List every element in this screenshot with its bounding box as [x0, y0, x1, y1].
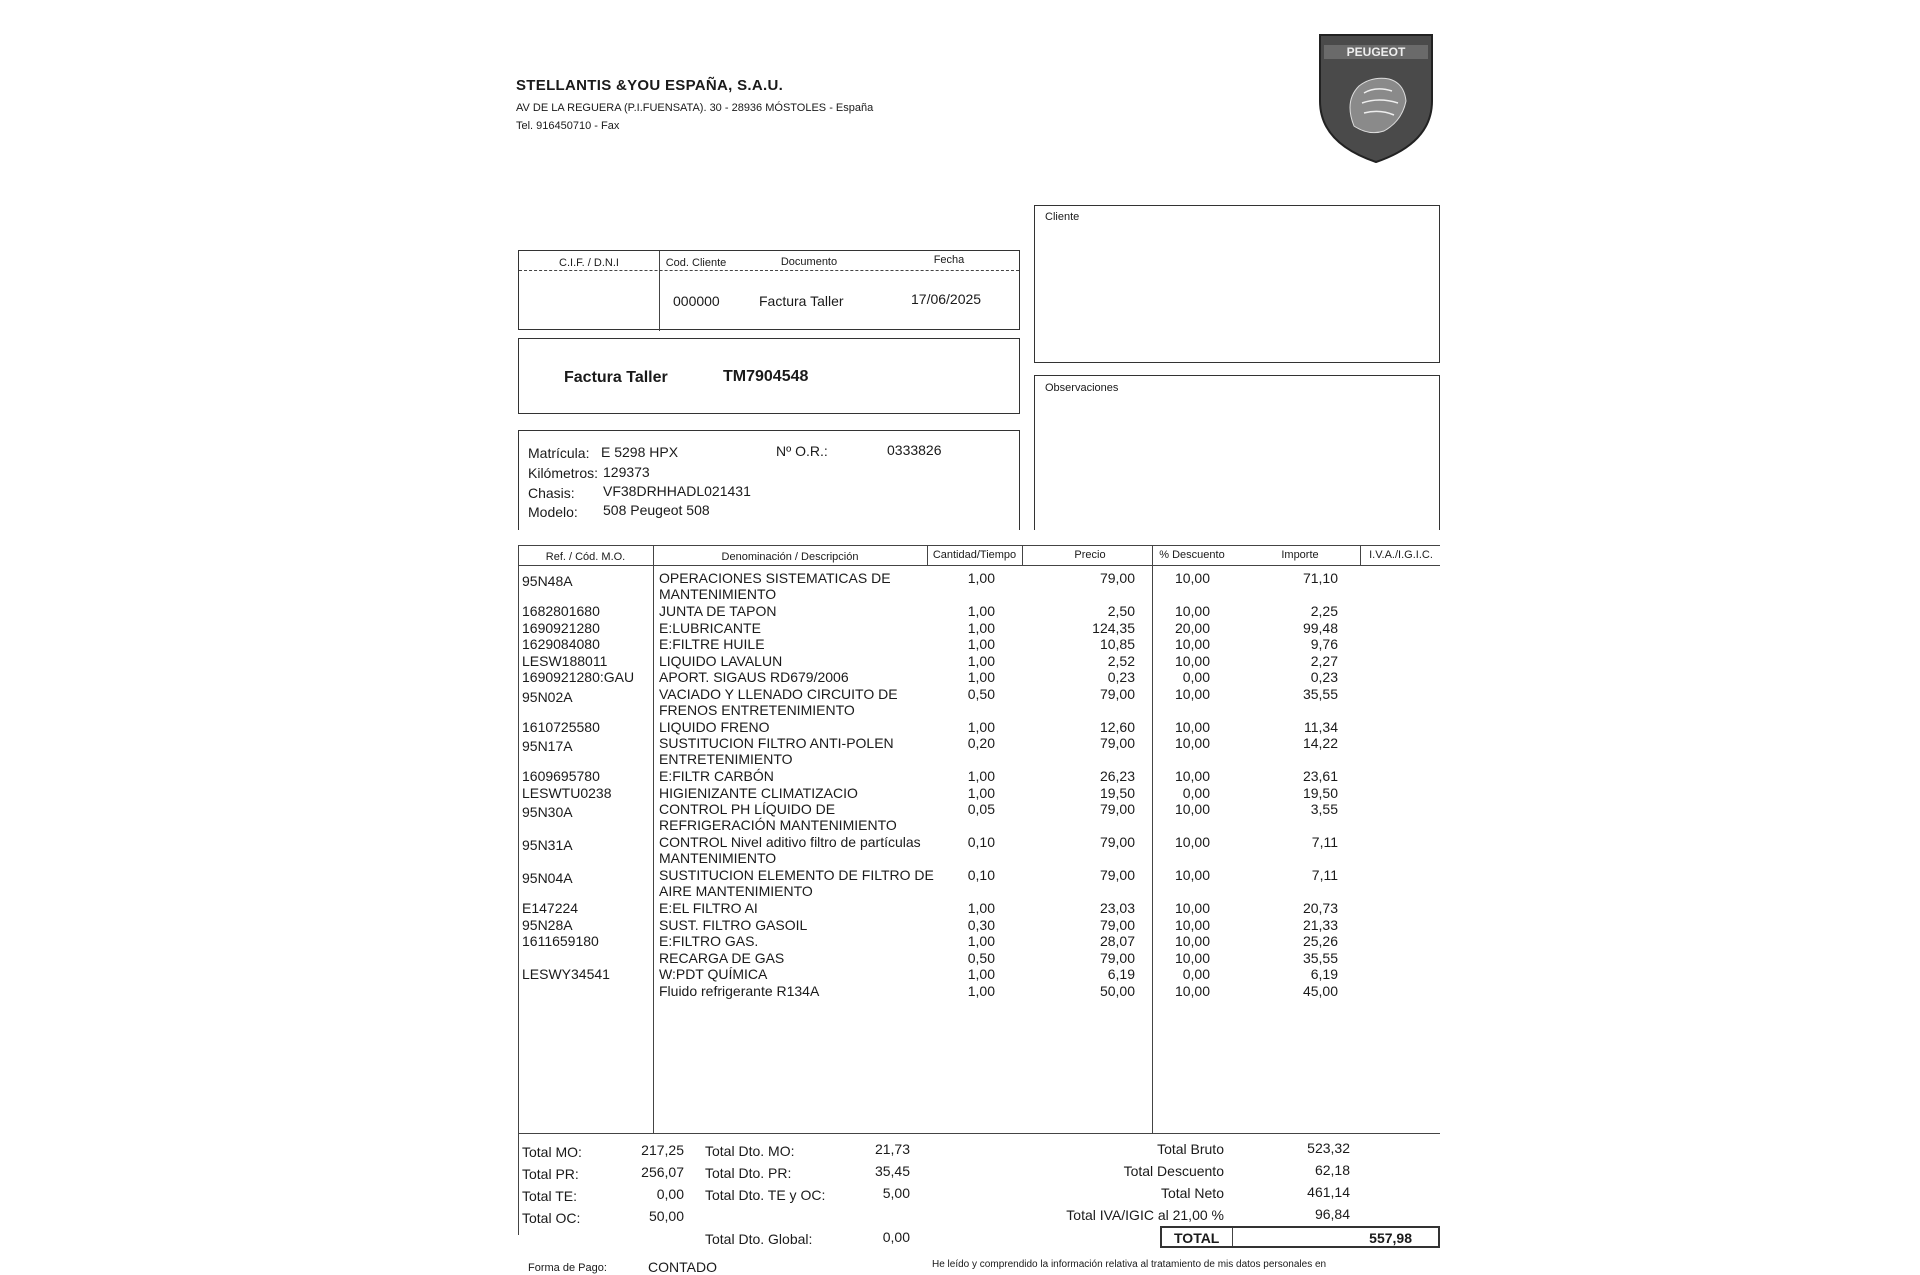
modelo-label: Modelo:	[528, 504, 578, 520]
cell-ref: LESWY34541	[522, 966, 610, 982]
grand-total-value: 557,98	[1369, 1230, 1412, 1246]
legal-notice: He leído y comprendido la información relativa al tratamiento de mis datos personales en	[932, 1259, 1327, 1270]
cell-desc: HIGIENIZANTE CLIMATIZACIO	[659, 784, 858, 801]
cell-desc: E:LUBRICANTE	[659, 619, 761, 636]
cell-disc: 10,00	[1174, 570, 1210, 586]
cell-amount: 2,25	[1310, 603, 1338, 619]
cell-qty: 1,00	[967, 933, 995, 949]
cell-price: 26,23	[1099, 768, 1135, 784]
header-table	[518, 250, 1020, 330]
vehicle-box	[518, 430, 1020, 530]
total-iva-value: 96,84	[1314, 1206, 1350, 1222]
cell-ref: 1609695780	[522, 768, 600, 784]
observaciones-label: Observaciones	[1045, 382, 1119, 394]
col-desc: Denominación / Descripción	[721, 551, 859, 563]
or-value: 0333826	[887, 442, 942, 458]
total-mo-label: Total MO:	[522, 1144, 582, 1160]
total-bruto-value: 523,32	[1307, 1140, 1350, 1156]
cell-desc: LIQUIDO FRENO	[659, 718, 770, 735]
cell-ref: 95N02A	[522, 688, 573, 705]
cell-ref: 1690921280:GAU	[522, 669, 635, 685]
peugeot-logo	[1314, 31, 1438, 166]
cell-disc: 10,00	[1174, 801, 1210, 817]
total-dto-te-value: 5,00	[882, 1185, 910, 1201]
cell-price: 6,19	[1107, 966, 1135, 982]
cell-price: 79,00	[1099, 867, 1135, 883]
col-price: Precio	[1074, 549, 1106, 561]
total-pr-value: 256,07	[641, 1164, 684, 1180]
forma-pago-value: CONTADO	[648, 1259, 717, 1275]
cell-disc: 10,00	[1174, 603, 1210, 619]
cell-qty: 1,00	[967, 636, 995, 652]
cell-qty: 0,10	[967, 867, 995, 883]
cell-price: 2,52	[1107, 652, 1135, 669]
cell-disc: 10,00	[1174, 636, 1210, 652]
cell-desc: E:FILTR CARBÓN	[659, 768, 774, 784]
cell-desc: SUST. FILTRO GASOIL	[659, 916, 808, 933]
cell-price: 19,50	[1099, 784, 1135, 801]
total-dto-mo-value: 21,73	[874, 1141, 910, 1157]
chasis-value: VF38DRHHADL021431	[603, 483, 751, 499]
cell-desc: APORT. SIGAUS RD679/2006	[659, 669, 849, 685]
cell-price: 12,60	[1099, 718, 1135, 735]
cell-disc: 10,00	[1174, 735, 1210, 751]
modelo-value: 508 Peugeot 508	[603, 502, 710, 518]
matricula-value: E 5298 HPX	[601, 444, 679, 460]
cell-disc: 20,00	[1174, 619, 1210, 636]
total-descuento-label: Total Descuento	[1123, 1163, 1224, 1179]
cell-disc: 10,00	[1174, 933, 1210, 949]
cell-ref: 1682801680	[522, 603, 600, 619]
forma-pago-label: Forma de Pago:	[528, 1262, 607, 1274]
cell-amount: 25,26	[1302, 933, 1338, 949]
cell-desc: Fluido refrigerante R134A	[659, 982, 820, 999]
total-dto-global-value: 0,00	[882, 1229, 910, 1245]
cell-disc: 0,00	[1182, 669, 1210, 685]
cell-ref: LESWTU0238	[522, 784, 612, 801]
cell-amount: 45,00	[1302, 982, 1338, 999]
cell-ref: 95N31A	[522, 837, 573, 853]
cell-price: 124,35	[1092, 619, 1135, 636]
cell-amount: 35,55	[1302, 949, 1338, 966]
cell-price: 79,00	[1099, 916, 1135, 933]
cell-ref: 95N04A	[522, 870, 573, 886]
cell-amount: 20,73	[1302, 900, 1338, 916]
cell-disc: 10,00	[1174, 916, 1210, 933]
cell-qty: 1,00	[967, 603, 995, 619]
cell-price: 79,00	[1099, 801, 1135, 817]
cell-qty: 1,00	[967, 784, 995, 801]
cell-ref: 1610725580	[522, 718, 600, 735]
cell-amount: 23,61	[1302, 768, 1338, 784]
cell-ref: E147224	[522, 900, 579, 916]
cell-desc: W:PDT QUÍMICA	[659, 966, 768, 982]
cell-qty: 1,00	[967, 768, 995, 784]
total-neto-label: Total Neto	[1160, 1185, 1224, 1201]
cell-desc: OPERACIONES SISTEMATICAS DE MANTENIMIENTO	[659, 570, 891, 602]
cell-qty: 1,00	[967, 982, 995, 999]
col-qty: Cantidad/Tiempo	[932, 549, 1017, 561]
total-dto-pr-value: 35,45	[874, 1163, 910, 1179]
cell-qty: 0,30	[967, 916, 995, 933]
cell-qty: 0,20	[967, 735, 995, 751]
cell-disc: 10,00	[1174, 900, 1210, 916]
cell-qty: 0,10	[967, 834, 995, 850]
cell-qty: 1,00	[967, 619, 995, 636]
cell-amount: 35,55	[1302, 685, 1338, 702]
invoice-title-box	[518, 338, 1020, 414]
cell-qty: 1,00	[967, 652, 995, 669]
total-descuento-value: 62,18	[1314, 1162, 1350, 1178]
cell-qty: 1,00	[967, 966, 995, 982]
cell-amount: 9,76	[1310, 636, 1338, 652]
company-phone: Tel. 916450710 - Fax	[516, 120, 620, 132]
cell-price: 79,00	[1099, 834, 1135, 850]
cell-qty: 1,00	[967, 669, 995, 685]
fecha-label: Fecha	[933, 254, 965, 266]
total-pr-label: Total PR:	[522, 1166, 579, 1182]
cell-desc: E:FILTRE HUILE	[659, 636, 765, 652]
total-te-value: 0,00	[656, 1186, 684, 1202]
cell-amount: 7,11	[1311, 867, 1338, 883]
cell-amount: 6,19	[1310, 966, 1338, 982]
cell-ref: 1611659180	[522, 933, 599, 949]
cell-desc: RECARGA DE GAS	[659, 949, 785, 966]
cell-desc: SUSTITUCION FILTRO ANTI-POLEN ENTRETENIMIENTO	[659, 735, 894, 767]
cell-price: 0,23	[1107, 669, 1135, 685]
cell-qty: 0,50	[967, 685, 995, 702]
matricula-label: Matrícula:	[528, 445, 590, 461]
observaciones-box	[1034, 375, 1440, 530]
chasis-label: Chasis:	[528, 485, 575, 501]
or-label: Nº O.R.:	[776, 443, 828, 459]
cell-price: 79,00	[1099, 949, 1135, 966]
cell-desc: CONTROL Nivel aditivo filtro de partículas MANTENIMIENTO	[659, 834, 921, 866]
cell-price: 2,50	[1107, 603, 1135, 619]
cell-ref: 1690921280	[522, 619, 600, 636]
total-oc-value: 50,00	[648, 1208, 684, 1224]
cell-desc: LIQUIDO LAVALUN	[659, 652, 783, 669]
documento-value: Factura Taller	[759, 293, 844, 309]
invoice-type: Factura Taller	[564, 369, 668, 386]
cell-desc: E:EL FILTRO AI	[659, 900, 758, 916]
total-dto-mo-label: Total Dto. MO:	[705, 1143, 795, 1159]
cell-amount: 2,27	[1310, 652, 1338, 669]
cell-disc: 10,00	[1174, 718, 1210, 735]
cell-disc: 10,00	[1174, 867, 1210, 883]
cell-price: 79,00	[1099, 570, 1135, 586]
cell-ref: 95N28A	[522, 916, 573, 933]
cell-amount: 11,34	[1304, 718, 1338, 735]
grand-total-box	[1160, 1226, 1440, 1248]
cell-price: 50,00	[1099, 982, 1135, 999]
cell-price: 28,07	[1099, 933, 1135, 949]
grand-total-label: TOTAL	[1174, 1230, 1220, 1246]
cell-ref: LESW188011	[522, 652, 608, 669]
total-neto-value: 461,14	[1307, 1184, 1350, 1200]
cell-price: 10,85	[1099, 636, 1135, 652]
col-iva: I.V.A./I.G.I.C.	[1369, 549, 1433, 561]
total-dto-pr-label: Total Dto. PR:	[705, 1165, 792, 1181]
cell-amount: 21,33	[1302, 916, 1338, 933]
fecha-value: 17/06/2025	[911, 291, 982, 307]
cell-desc: VACIADO Y LLENADO CIRCUITO DE FRENOS ENTRETENIMIENTO	[659, 685, 898, 718]
cliente-label: Cliente	[1045, 211, 1080, 223]
cell-qty: 1,00	[967, 900, 995, 916]
cell-amount: 14,22	[1302, 735, 1338, 751]
cell-price: 79,00	[1099, 685, 1135, 702]
cell-amount: 3,55	[1310, 801, 1338, 817]
cell-disc: 10,00	[1174, 685, 1210, 702]
col-amount: Importe	[1281, 549, 1319, 561]
cell-qty: 1,00	[967, 570, 995, 586]
cell-ref: 95N17A	[522, 738, 573, 754]
total-iva-label: Total IVA/IGIC al 21,00 %	[1066, 1207, 1224, 1223]
cell-desc: JUNTA DE TAPON	[659, 603, 777, 619]
total-oc-label: Total OC:	[522, 1210, 581, 1226]
cell-disc: 0,00	[1182, 784, 1210, 801]
logo-text: PEUGEOT	[1346, 45, 1406, 59]
cell-disc: 10,00	[1174, 834, 1210, 850]
total-dto-te-label: Total Dto. TE y OC:	[705, 1187, 826, 1203]
cell-amount: 19,50	[1302, 784, 1338, 801]
cif-label: C.I.F. / D.N.I	[559, 257, 619, 269]
col-disc: % Descuento	[1159, 549, 1225, 561]
total-bruto-label: Total Bruto	[1157, 1141, 1224, 1157]
cell-disc: 10,00	[1174, 768, 1210, 784]
cell-qty: 0,50	[967, 949, 995, 966]
cell-desc: CONTROL PH LÍQUIDO DE REFRIGERACIÓN MANTENIMIENTO	[659, 801, 897, 833]
cell-disc: 10,00	[1174, 652, 1210, 669]
total-mo-value: 217,25	[641, 1142, 684, 1158]
cell-disc: 10,00	[1174, 982, 1210, 999]
cell-price: 23,03	[1099, 900, 1135, 916]
cell-ref: 95N48A	[522, 573, 573, 589]
cell-amount: 71,10	[1302, 570, 1338, 586]
cell-qty: 1,00	[967, 718, 995, 735]
cod-cliente-value: 000000	[673, 293, 720, 309]
cell-ref: 1629084080	[522, 636, 600, 652]
cod-cliente-label: Cod. Cliente	[665, 257, 727, 269]
cell-price: 79,00	[1099, 735, 1135, 751]
km-value: 129373	[603, 464, 650, 480]
cell-ref: 95N30A	[522, 804, 573, 820]
cliente-box	[1034, 205, 1440, 363]
total-dto-global-label: Total Dto. Global:	[705, 1231, 813, 1247]
documento-label: Documento	[780, 256, 838, 268]
cell-desc: E:FILTRO GAS.	[659, 933, 759, 949]
cell-disc: 10,00	[1174, 949, 1210, 966]
cell-amount: 0,23	[1310, 669, 1338, 685]
cell-disc: 0,00	[1182, 966, 1210, 982]
cell-qty: 0,05	[967, 801, 995, 817]
cell-desc: SUSTITUCION ELEMENTO DE FILTRO DE AIRE MANTENIMIENTO	[659, 867, 934, 899]
company-name: STELLANTIS &YOU ESPAÑA, S.A.U.	[516, 77, 784, 94]
cell-amount: 7,11	[1311, 834, 1338, 850]
company-address: AV DE LA REGUERA (P.I.FUENSATA). 30 - 28936 MÓSTOLES - España	[516, 102, 874, 114]
col-ref: Ref. / Cód. M.O.	[545, 551, 626, 563]
total-te-label: Total TE:	[522, 1188, 577, 1204]
km-label: Kilómetros:	[528, 465, 599, 481]
cell-amount: 99,48	[1302, 619, 1338, 636]
invoice-number: TM7904548	[723, 368, 809, 385]
